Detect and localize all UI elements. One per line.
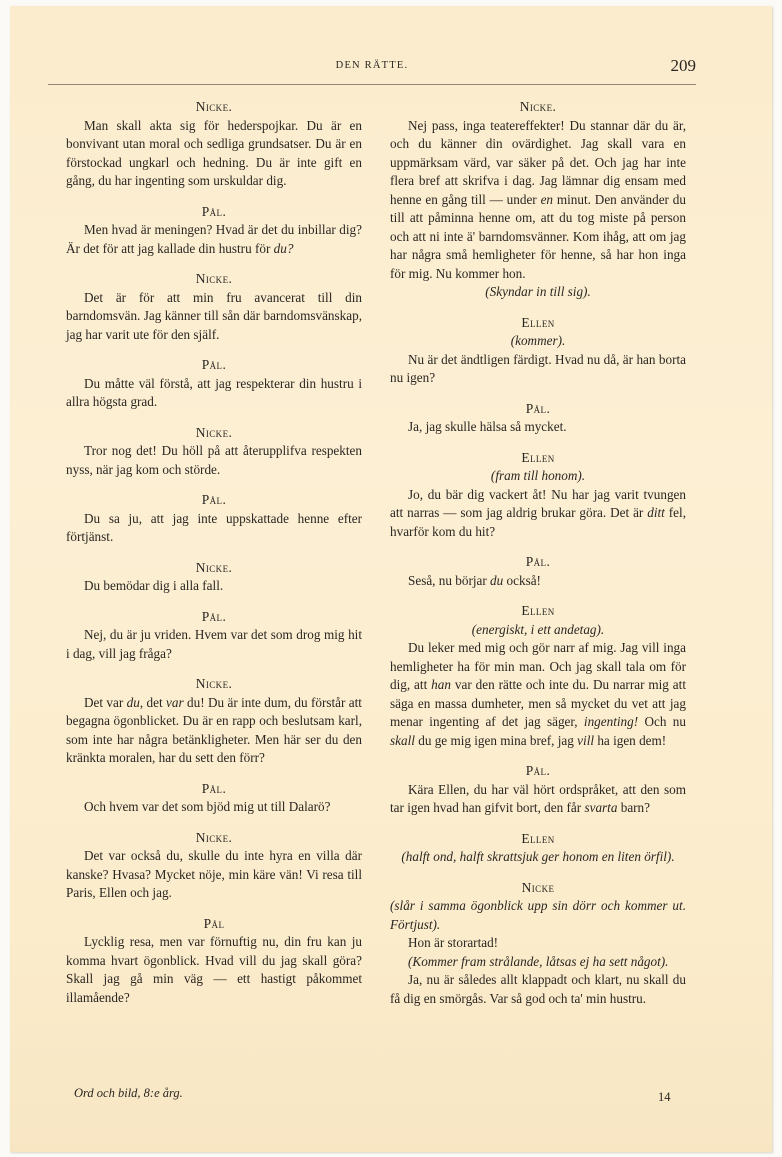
dialogue-line: Du sa ju, att jag inte uppskattade henne efter förtjänst.: [66, 510, 362, 544]
right-column: [390, 98, 686, 1008]
dialogue-line: Ja, jag skulle hälsa så mycket.: [408, 419, 567, 434]
left-column: [66, 98, 362, 1007]
dialogue-line: Det var också du, skulle du inte hyra en villa där kanske? Hvasa? Mycket nöje, min käre vän! Vi resa till Paris, Ellen och jag.: [66, 848, 362, 900]
speaker-name: Ellen: [521, 830, 555, 846]
dialogue-line: Jo, du bär dig vackert åt! Nu har jag varit tvungen att narras — som jag aldrig brukar göra. Det är ditt fel, hvarför kom du hit?: [390, 486, 686, 539]
speaker-name: Nicke.: [195, 99, 233, 114]
dialogue-line: Nu är det ändtligen färdigt. Hvad nu då, är han borta nu igen?: [390, 351, 686, 385]
speaker-name: Nicke.: [195, 676, 233, 691]
stage-direction: (Kommer fram strålande, låtsas ej ha sett något).: [408, 953, 669, 969]
running-title: DEN RÄTTE.: [335, 60, 409, 71]
dialogue-line: Tror nog det! Du höll på att återupplifva respekten nyss, när jag kom och störde.: [66, 443, 362, 477]
dialogue-line: Du leker med mig och gör narr af mig. Jag vill inga hemligheter ha för min man. Och jag skall tala om för dig, att han var den rätte och inte du. Du narrar mig att säga en massa dumheter, men så mycket du vet att jag menar ingenting af det jag säger, ingenting! Och nu skall du ge mig igen mina bref, jag vill ha igen dem!: [390, 640, 686, 748]
dialogue-line: Seså, nu börjar du också!: [408, 572, 541, 588]
dialogue-line: Ja, nu är således allt klappadt och klart, nu skall du få dig en smörgås. Var så god och ta' min hustru.: [390, 972, 686, 1006]
stage-direction: (fram till honom).: [490, 468, 586, 483]
speaker-name: Nicke.: [195, 271, 233, 286]
speaker-name: Nicke.: [195, 559, 233, 575]
dialogue-line: Nej, du är ju vriden. Hvem var det som drog mig hit i dag, vill jag fråga?: [66, 627, 362, 661]
speaker-name: Nicke: [521, 879, 555, 895]
dialogue-line: Hon är storartad!: [408, 935, 499, 950]
speaker-name: Pål.: [525, 763, 551, 778]
book-page: [10, 6, 772, 1152]
speaker-name: Pål: [203, 915, 225, 931]
speaker-name: Ellen: [521, 314, 555, 330]
dialogue-line: Kära Ellen, du har väl hört ordspråket, att den som tar igen hvad han gifvit bort, den får svarta barn?: [390, 781, 686, 815]
stage-direction: (kommer).: [510, 333, 566, 348]
speaker-name: Nicke.: [519, 99, 557, 114]
speaker-name: Pål.: [201, 203, 227, 219]
stage-direction: (Skyndar in till sig).: [485, 284, 591, 299]
dialogue-line: Nej pass, inga teatereffekter! Du stannar där du är, och du känner din ovärdighet. Jag skall vara en uppmärksam värd, var säker på det. Och jag har inte flera bref att skrifva i dag. Jag lämnar dig ensam med henne en gång till — under en minut. Den använder du till att påminna henne om, att du tog miste på person och att ni inte ä' barndomsvänner. Kom ihåg, att om jag har några små hemligheter för henne, så har hon inga för mig. Nu kommer hon.: [390, 117, 686, 281]
signature-mark: 14: [658, 1090, 671, 1104]
speaker-name: Pål.: [525, 400, 551, 416]
header-rule: [48, 84, 696, 85]
dialogue-line: Du bemödar dig i alla fall.: [84, 578, 224, 593]
speaker-name: Pål.: [525, 554, 551, 569]
page-number: 209: [670, 56, 696, 75]
speaker-name: Pål.: [201, 780, 227, 796]
stage-direction: (halft ond, halft skrattsjuk ger honom en liten örfil).: [401, 849, 675, 864]
speaker-name: Ellen: [521, 449, 555, 465]
stage-direction: (slår i samma ögonblick upp sin dörr och kommer ut. Förtjust).: [390, 898, 686, 932]
speaker-name: Ellen: [521, 603, 555, 618]
stage-direction: (energiskt, i ett andetag).: [471, 621, 605, 637]
speaker-name: Pål.: [201, 357, 227, 372]
dialogue-line: Man skall akta sig för hederspojkar. Du är en bonvivant utan moral och sedliga grundsatser. Du är en förstockad ungkarl och hedning. Du är inte gift en gång, du har ingenting som urskuldar dig.: [66, 117, 362, 188]
speaker-name: Pål.: [201, 492, 227, 507]
publication-footer: Ord och bild, 8:e årg.: [74, 1086, 183, 1100]
dialogue-line: Och hvem var det som bjöd mig ut till Dalarö?: [84, 799, 331, 814]
dialogue-line: Lycklig resa, men var förnuftig nu, din fru kan ju komma hvart ögonblick. Hvad vill du jag skall göra? Skall jag gå min väg — ett hastigt påkommet illamående?: [66, 934, 362, 1005]
running-head: [48, 56, 696, 80]
speaker-name: Pål.: [201, 608, 227, 624]
dialogue-line: Du måtte väl förstå, att jag respekterar din hustru i allra högsta grad.: [66, 375, 362, 409]
dialogue-line: Det är för att min fru avancerat till din barndomsvän. Jag känner till sån där barndomsvänskap, jag har varit ute för den själf.: [66, 289, 362, 342]
speaker-name: Nicke.: [195, 424, 233, 440]
dialogue-line: Det var du, det var du! Du är inte dum, du förstår att begagna ögonblicket. Du är en rapp och beslutsam karl, som inte har några betänkligheter. Men här ser du den kränkta moralen, har du sett den förr?: [66, 694, 362, 765]
speaker-name: Nicke.: [195, 829, 233, 845]
dialogue-line: Men hvad är meningen? Hvad är det du inbillar dig? Är det för att jag kallade din hustru för du?: [66, 222, 362, 256]
